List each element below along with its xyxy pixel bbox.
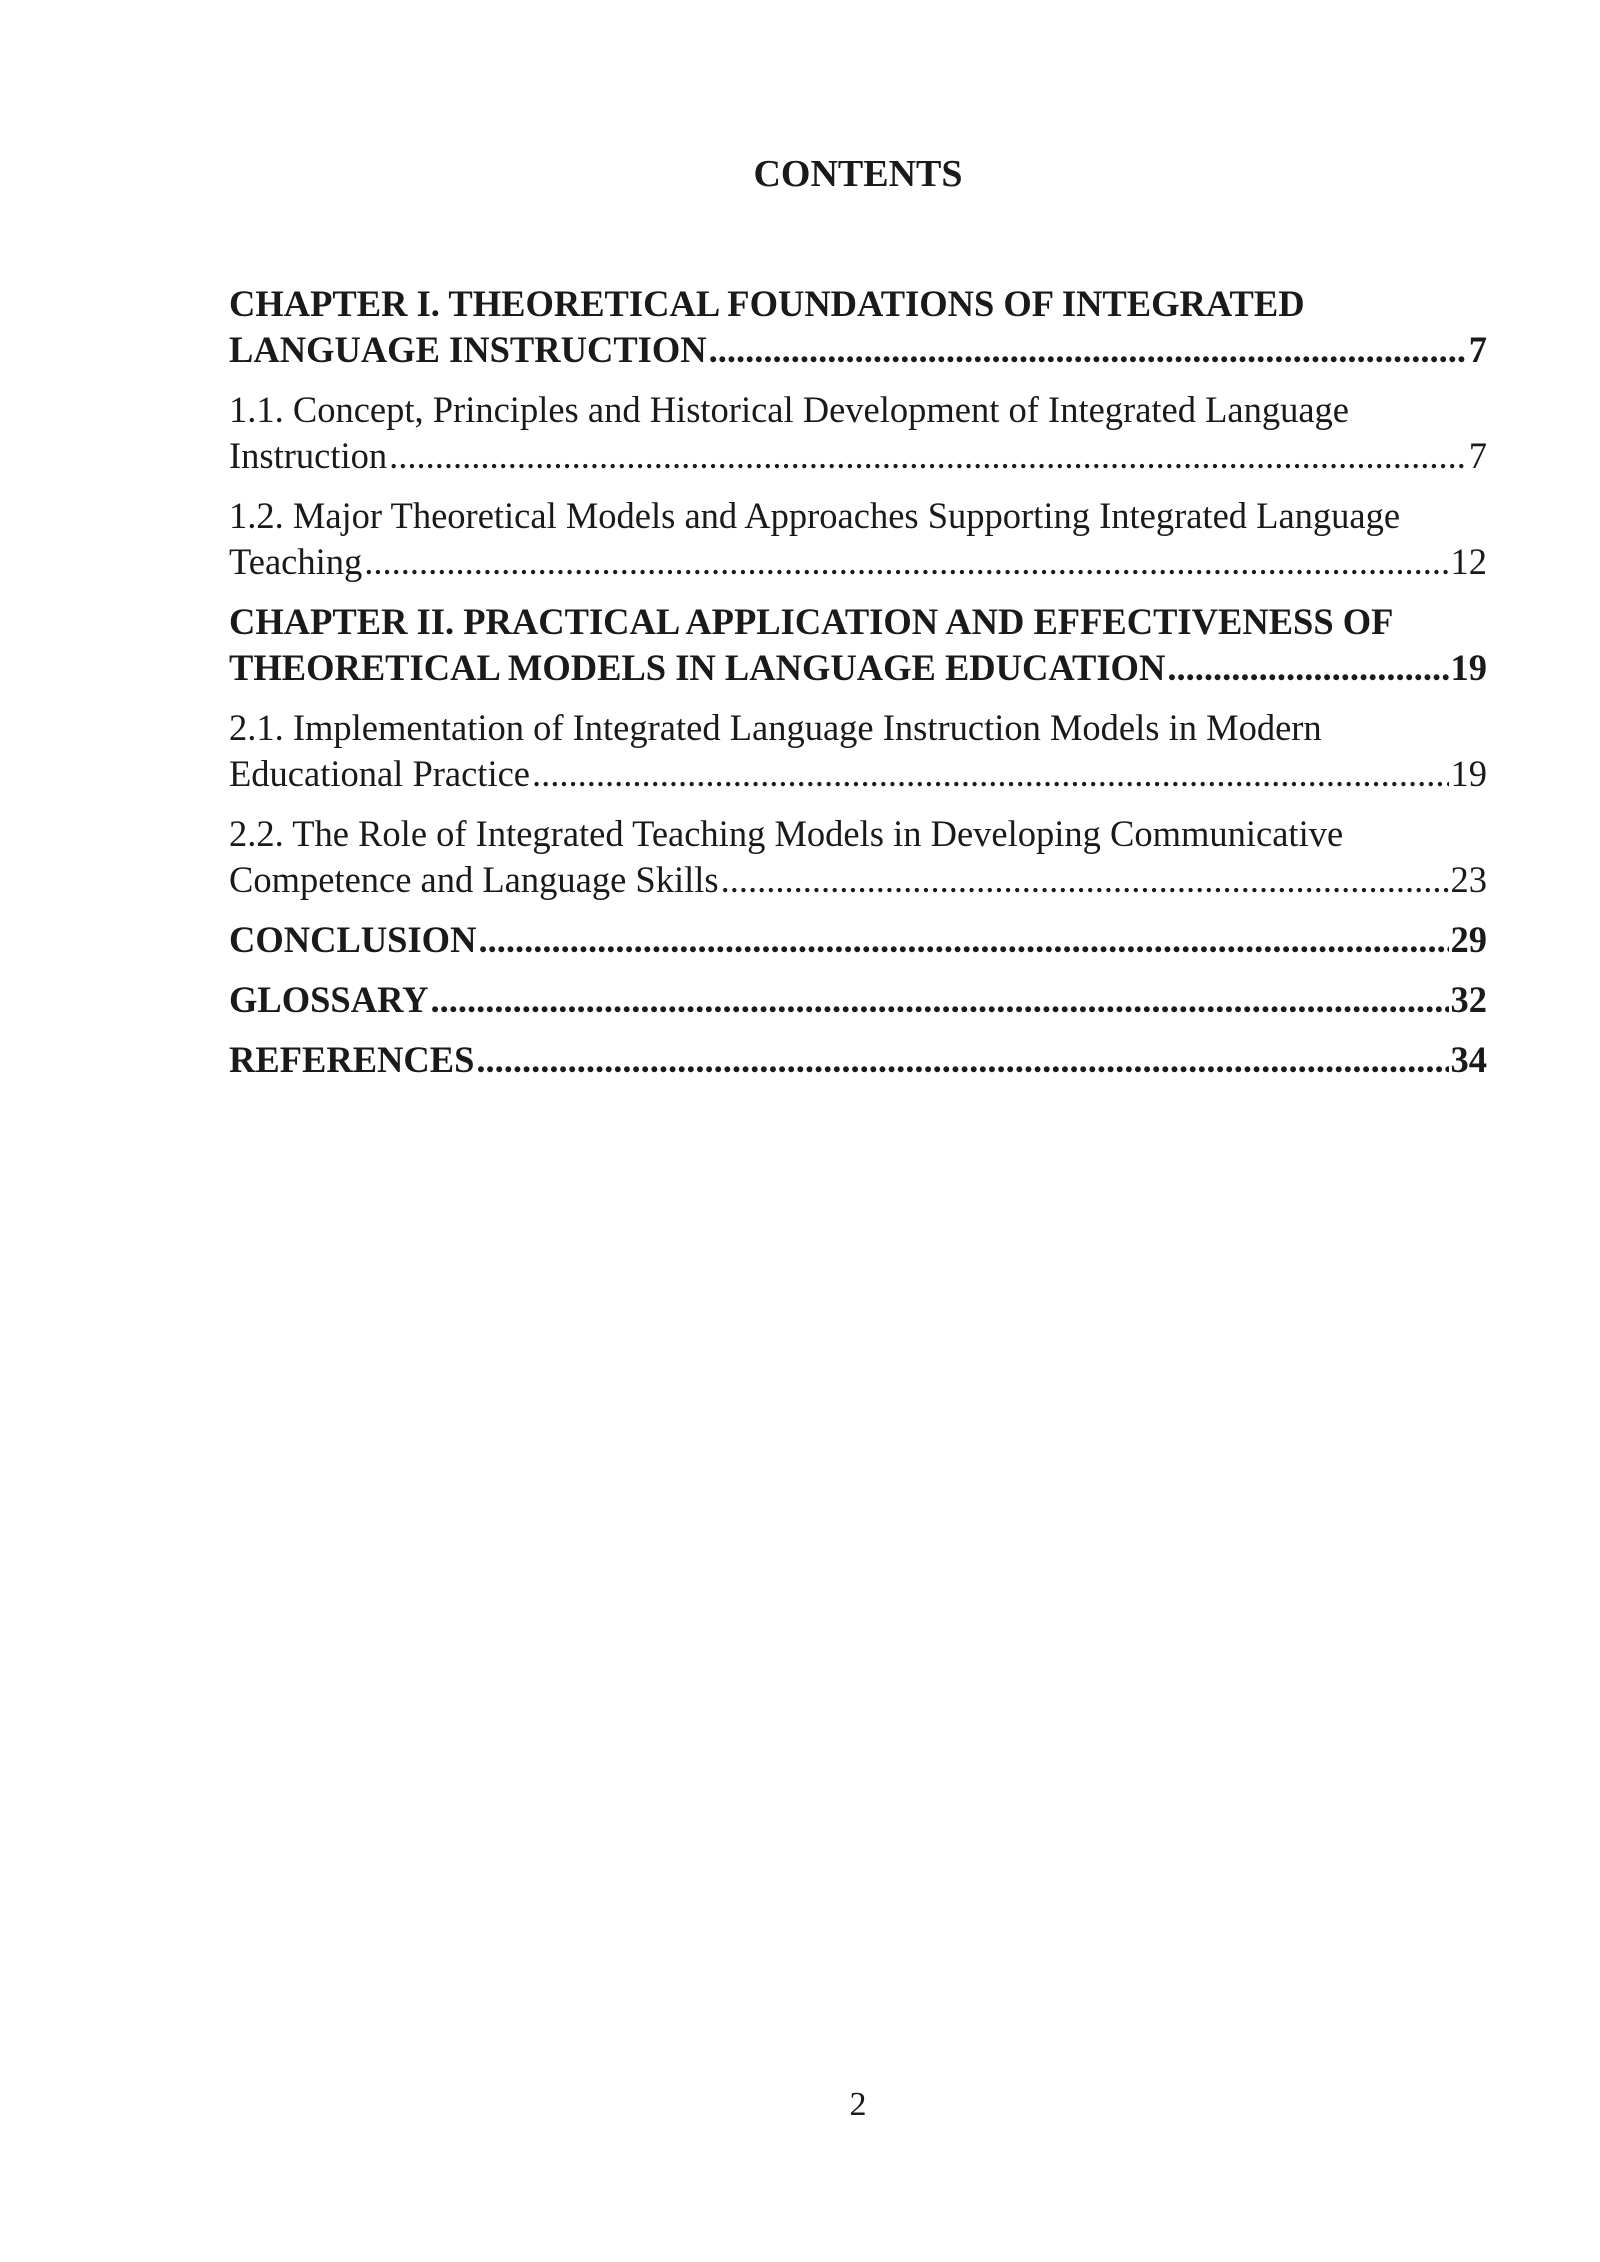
page-number: 2 bbox=[849, 2086, 867, 2123]
toc-entry-title-tail: LANGUAGE INSTRUCTION bbox=[229, 329, 707, 370]
toc-page-number: 19 bbox=[1450, 647, 1487, 688]
toc-page-number: 12 bbox=[1450, 541, 1487, 582]
toc-entry-title-line1: 2.2. The Role of Integrated Teaching Models in Developing Communicative bbox=[229, 813, 1344, 854]
toc-page-number: 19 bbox=[1450, 753, 1487, 794]
toc-entry-title-line1: 1.1. Concept, Principles and Historical Development of Integrated Language bbox=[229, 389, 1350, 430]
toc-entry-references[interactable] bbox=[229, 1037, 1487, 1083]
toc-page-number: 23 bbox=[1450, 859, 1487, 900]
toc-entry-title-tail: GLOSSARY bbox=[229, 979, 429, 1020]
toc-page-number: 32 bbox=[1450, 979, 1487, 1020]
contents-heading-wrap bbox=[0, 152, 1600, 196]
dot-leader bbox=[1167, 645, 1448, 691]
toc-entry-title-line2 bbox=[229, 539, 1487, 585]
toc-entry-title-tail: REFERENCES bbox=[229, 1039, 475, 1080]
toc-entry-section-1-1[interactable] bbox=[229, 387, 1487, 479]
toc-entry-title-line2 bbox=[229, 645, 1487, 691]
toc-entry-title-tail: Instruction bbox=[229, 435, 388, 476]
toc-entry-title-tail: Competence and Language Skills bbox=[229, 859, 719, 900]
dot-leader bbox=[476, 1037, 1448, 1083]
toc-entry-title-line2 bbox=[229, 1037, 1487, 1083]
toc-entry-section-1-2[interactable] bbox=[229, 493, 1487, 585]
toc-entry-title-tail: Teaching bbox=[229, 541, 363, 582]
toc-page-number: 34 bbox=[1450, 1039, 1487, 1080]
toc-page-number: 7 bbox=[1468, 435, 1487, 476]
toc-entry-title-line2 bbox=[229, 917, 1487, 963]
toc-entry-title-line2 bbox=[229, 327, 1487, 373]
toc-entry-title-line2 bbox=[229, 433, 1487, 479]
dot-leader bbox=[709, 327, 1467, 373]
toc-page-number: 7 bbox=[1468, 329, 1487, 370]
dot-leader bbox=[721, 857, 1449, 903]
toc-entry-title-line1: 1.2. Major Theoretical Models and Approaches Supporting Integrated Language bbox=[229, 495, 1401, 536]
toc-entry-title-tail: CONCLUSION bbox=[229, 919, 477, 960]
dot-leader bbox=[364, 539, 1448, 585]
toc-entry-title-line2 bbox=[229, 857, 1487, 903]
toc-entry-title-tail: THEORETICAL MODELS IN LANGUAGE EDUCATION bbox=[229, 647, 1166, 688]
toc-entry-chapter-1[interactable] bbox=[229, 281, 1487, 373]
table-of-contents bbox=[229, 281, 1487, 1097]
toc-entry-section-2-1[interactable] bbox=[229, 705, 1487, 797]
dot-leader bbox=[478, 917, 1448, 963]
dot-leader bbox=[532, 751, 1449, 797]
contents-heading: CONTENTS bbox=[753, 153, 963, 195]
toc-entry-title-line1: CHAPTER II. PRACTICAL APPLICATION AND EFFECTIVENESS OF bbox=[229, 601, 1394, 642]
dot-leader bbox=[389, 433, 1467, 479]
toc-entry-section-2-2[interactable] bbox=[229, 811, 1487, 903]
toc-page-number: 29 bbox=[1450, 919, 1487, 960]
toc-entry-title-line1: 2.1. Implementation of Integrated Language Instruction Models in Modern bbox=[229, 707, 1322, 748]
toc-entry-chapter-2[interactable] bbox=[229, 599, 1487, 691]
toc-entry-conclusion[interactable] bbox=[229, 917, 1487, 963]
toc-entry-title-line2 bbox=[229, 977, 1487, 1023]
toc-entry-glossary[interactable] bbox=[229, 977, 1487, 1023]
toc-entry-title-tail: Educational Practice bbox=[229, 753, 530, 794]
toc-entry-title-line2 bbox=[229, 751, 1487, 797]
dot-leader bbox=[431, 977, 1449, 1023]
toc-entry-title-line1: CHAPTER I. THEORETICAL FOUNDATIONS OF INTEGRATED bbox=[229, 283, 1305, 324]
